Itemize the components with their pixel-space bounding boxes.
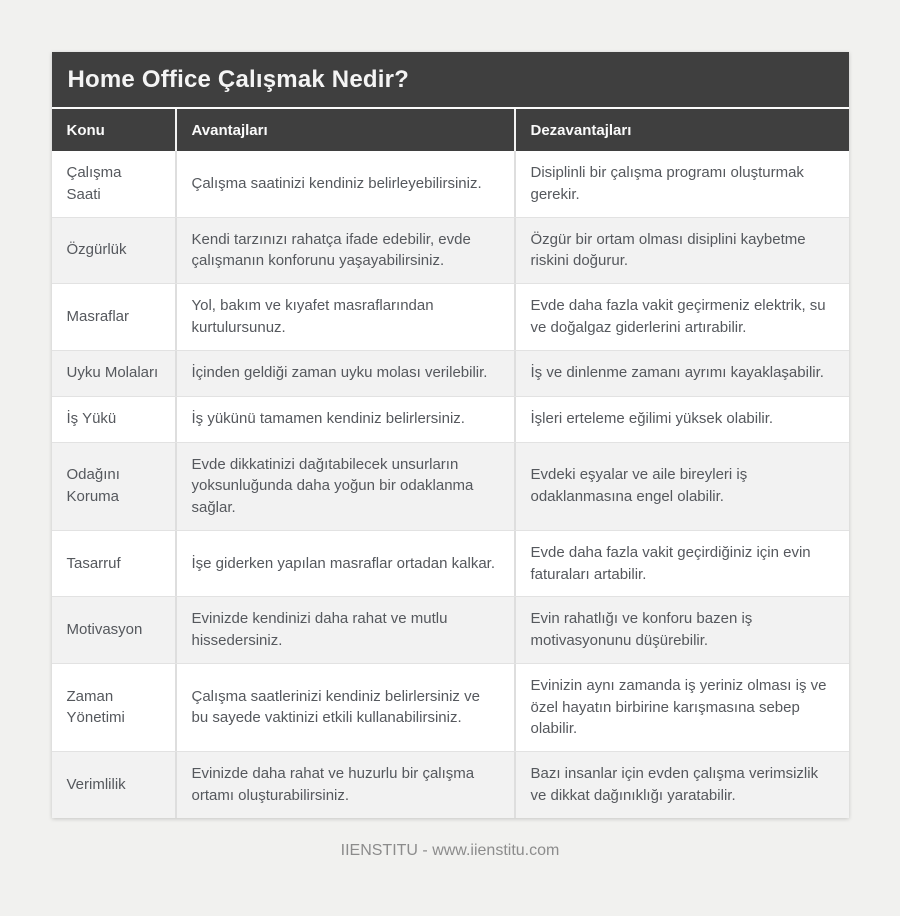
disadvantage-cell: Evde daha fazla vakit geçirdiğiniz için evin faturaları artabilir. <box>514 531 849 597</box>
home-office-table-card <box>52 52 849 818</box>
topic-cell: Çalışma Saati <box>66 164 122 203</box>
table-row <box>52 396 849 442</box>
advantage-cell: Çalışma saatinizi kendiniz belirleyebilirsiniz. <box>175 151 514 217</box>
table-row <box>52 217 849 284</box>
disadvantage-cell: Özgür bir ortam olması disiplini kaybetme riskini doğurur. <box>514 218 849 284</box>
topic-cell: İş Yükü <box>66 410 117 428</box>
table-row <box>52 751 849 818</box>
table-row <box>52 350 849 396</box>
topic-cell: Uyku Molaları <box>66 364 159 382</box>
column-header-konu: Konu <box>66 121 105 139</box>
topic-cell: Tasarruf <box>66 554 121 572</box>
topic-cell: Özgürlük <box>66 241 127 259</box>
topic-cell: Masraflar <box>66 307 130 325</box>
disadvantage-cell: İşleri erteleme eğilimi yüksek olabilir. <box>514 397 849 442</box>
advantage-cell: Evde dikkatinizi dağıtabilecek unsurların yoksunluğunda daha yoğun bir odaklanma sağlar. <box>175 443 514 530</box>
column-header-avantajlari: Avantajları <box>175 109 514 151</box>
advantage-cell: Evinizde daha rahat ve huzurlu bir çalışma ortamı oluşturabilirsiniz. <box>175 752 514 818</box>
table-row <box>52 283 849 350</box>
table-header-row <box>52 109 849 151</box>
table-row <box>52 151 849 217</box>
disadvantage-cell: Bazı insanlar için evden çalışma verimsizlik ve dikkat dağınıklığı yaratabilir. <box>514 752 849 818</box>
title-bar <box>52 52 849 109</box>
topic-cell: Motivasyon <box>66 621 143 639</box>
disadvantage-cell: Evde daha fazla vakit geçirmeniz elektrik, su ve doğalgaz giderlerini artırabilir. <box>514 284 849 350</box>
column-header-dezavantajlari: Dezavantajları <box>514 109 849 151</box>
page-title: Home Office Çalışmak Nedir? <box>67 65 410 93</box>
advantage-cell: İş yükünü tamamen kendiniz belirlersiniz. <box>175 397 514 442</box>
disadvantage-cell: Evin rahatlığı ve konforu bazen iş motivasyonunu düşürebilir. <box>514 597 849 663</box>
footer-credit: IIENSTITU - www.iienstitu.com <box>340 841 560 859</box>
table-row <box>52 663 849 751</box>
table-row <box>52 530 849 597</box>
advantage-cell: Yol, bakım ve kıyafet masraflarından kurtulursunuz. <box>175 284 514 350</box>
table-row <box>52 442 849 530</box>
topic-cell: Odağını Koruma <box>66 466 120 506</box>
advantage-cell: Çalışma saatlerinizi kendiniz belirlersiniz ve bu sayede vaktinizi etkili kullanabilirsiniz. <box>175 664 514 751</box>
disadvantage-cell: İş ve dinlenme zamanı ayrımı kayaklaşabilir. <box>514 351 849 396</box>
advantage-cell: İşe giderken yapılan masraflar ortadan kalkar. <box>175 531 514 597</box>
advantage-cell: İçinden geldiği zaman uyku molası verilebilir. <box>175 351 514 396</box>
table-row <box>52 596 849 663</box>
advantage-cell: Evinizde kendinizi daha rahat ve mutlu hissedersiniz. <box>175 597 514 663</box>
topic-cell: Verimlilik <box>66 775 126 793</box>
disadvantage-cell: Evinizin aynı zamanda iş yeriniz olması iş ve özel hayatın birbirine karışmasına sebep olabilir. <box>514 664 849 751</box>
topic-cell: Zaman Yönetimi <box>66 687 125 727</box>
disadvantage-cell: Disiplinli bir çalışma programı oluşturmak gerekir. <box>514 151 849 217</box>
disadvantage-cell: Evdeki eşyalar ve aile bireyleri iş odaklanmasına engel olabilir. <box>514 443 849 530</box>
advantage-cell: Kendi tarzınızı rahatça ifade edebilir, evde çalışmanın konforunu yaşayabilirsiniz. <box>175 218 514 284</box>
